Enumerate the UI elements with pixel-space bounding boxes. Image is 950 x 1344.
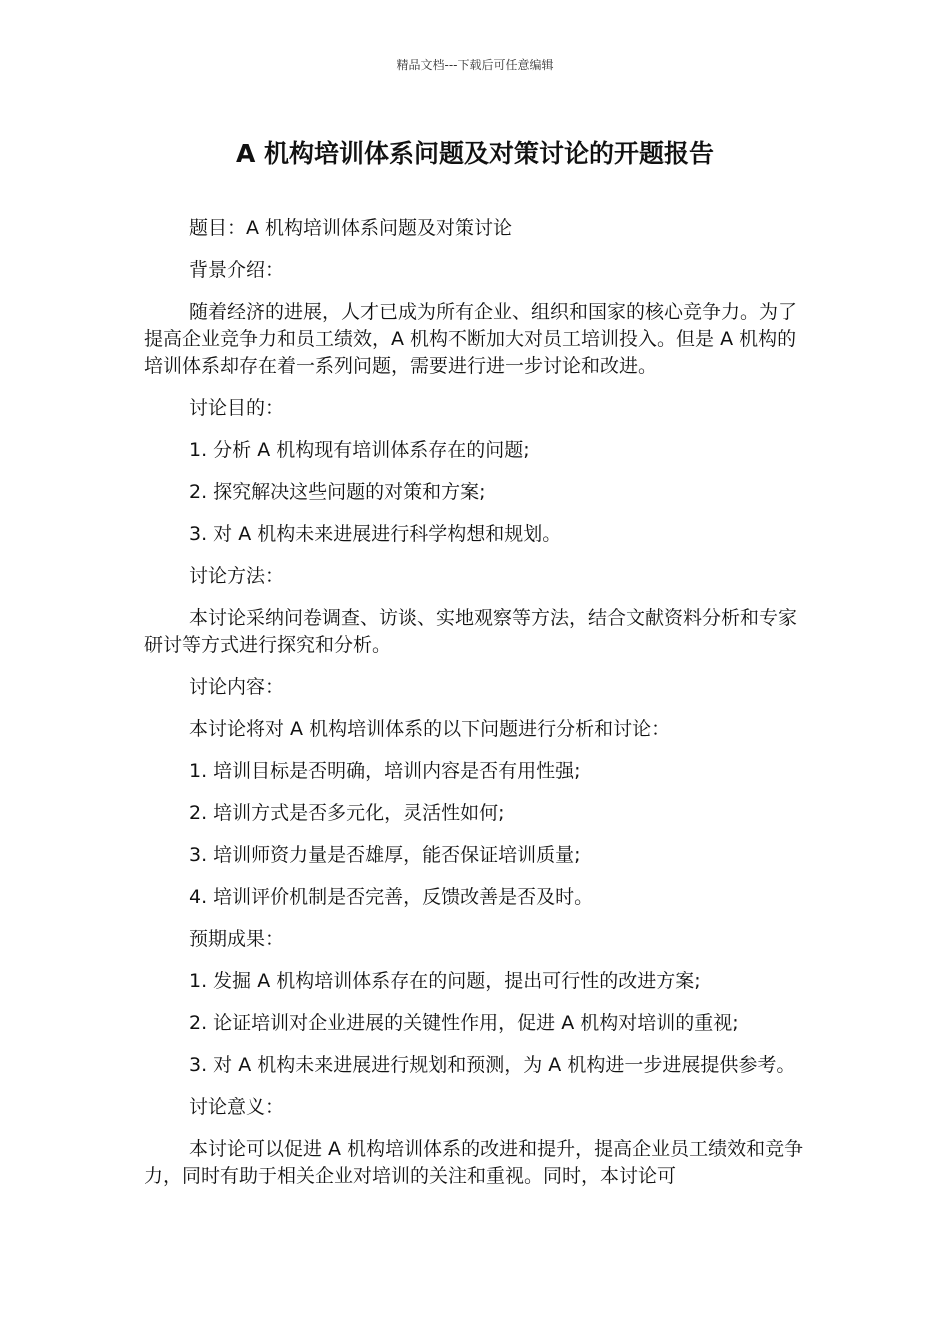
outcome-item: 3. 对 A 机构未来进展进行规划和预测，为 A 机构进一步进展提供参考。 bbox=[189, 1054, 796, 1076]
heading-significance: 讨论意义： bbox=[189, 1096, 285, 1118]
paragraph-topic: 题目：A 机构培训体系问题及对策讨论 bbox=[189, 217, 513, 239]
heading-method: 讨论方法： bbox=[189, 565, 285, 587]
content-item: 4. 培训评价机制是否完善，反馈改善是否及时。 bbox=[189, 886, 594, 908]
header-note: 精品文档---下载后可任意编辑 bbox=[396, 58, 554, 72]
outcome-item: 2. 论证培训对企业进展的关键性作用，促进 A 机构对培训的重视; bbox=[189, 1012, 739, 1034]
heading-purpose: 讨论目的： bbox=[189, 397, 285, 419]
paragraph-background: 随着经济的进展，人才已成为所有企业、组织和国家的核心竞争力。为了提高企业竞争力和员工绩效，A 机构不断加大对员工培训投入。但是 A 机构的培训体系却存在着一系列问题，需要进行进一步讨论和改进。 bbox=[144, 301, 798, 377]
purpose-item: 3. 对 A 机构未来进展进行科学构想和规划。 bbox=[189, 523, 562, 545]
document-body bbox=[144, 215, 808, 1205]
content-item: 3. 培训师资力量是否雄厚，能否保证培训质量; bbox=[189, 844, 581, 866]
outcome-item: 1. 发掘 A 机构培训体系存在的问题，提出可行性的改进方案; bbox=[189, 970, 701, 992]
heading-outcomes: 预期成果： bbox=[189, 928, 285, 950]
heading-content: 讨论内容： bbox=[189, 676, 285, 698]
document-title: A 机构培训体系问题及对策讨论的开题报告 bbox=[235, 139, 715, 168]
purpose-item: 1. 分析 A 机构现有培训体系存在的问题; bbox=[189, 439, 530, 461]
purpose-item: 2. 探究解决这些问题的对策和方案; bbox=[189, 481, 486, 503]
content-item: 2. 培训方式是否多元化，灵活性如何; bbox=[189, 802, 505, 824]
paragraph-significance: 本讨论可以促进 A 机构培训体系的改进和提升，提高企业员工绩效和竞争力，同时有助于相关企业对培训的关注和重视。同时，本讨论可 bbox=[144, 1138, 804, 1187]
heading-background: 背景介绍： bbox=[189, 259, 285, 281]
paragraph-method: 本讨论采纳问卷调查、访谈、实地观察等方法，结合文献资料分析和专家研讨等方式进行探究和分析。 bbox=[144, 607, 798, 656]
content-item: 1. 培训目标是否明确，培训内容是否有用性强; bbox=[189, 760, 581, 782]
paragraph-content-intro: 本讨论将对 A 机构培训体系的以下问题进行分析和讨论： bbox=[189, 718, 671, 740]
